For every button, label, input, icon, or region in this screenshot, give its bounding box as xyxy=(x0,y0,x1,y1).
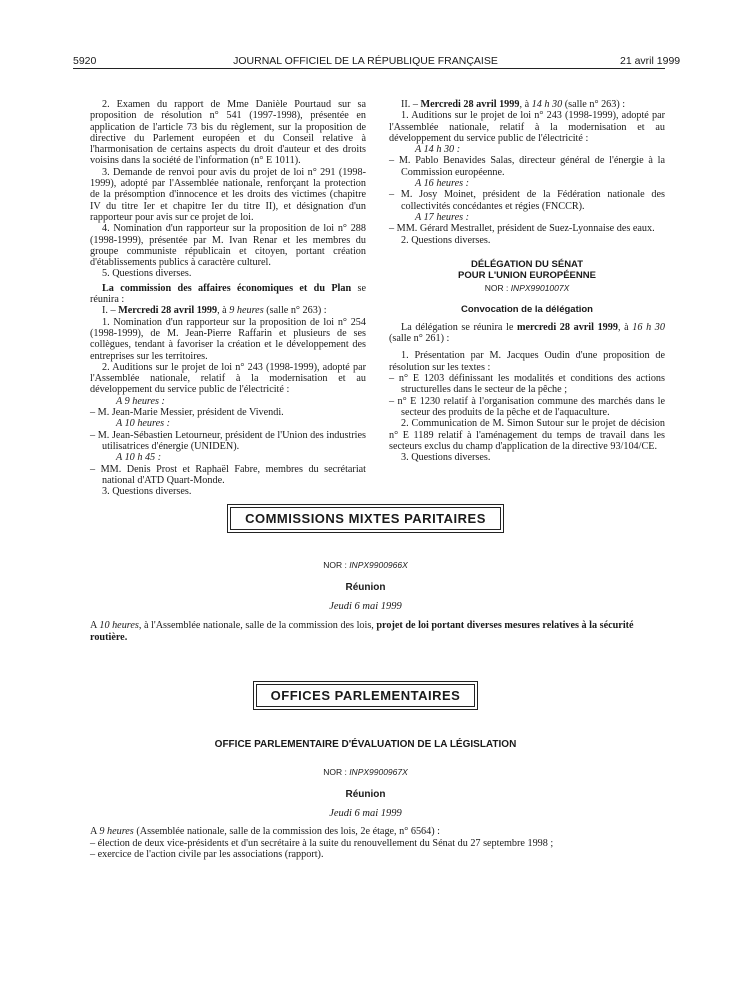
dash-item: – M. Josy Moinet, président de la Fédération nationale des collectivités concédantes et régies (FNCCR). xyxy=(389,189,665,212)
section-title: COMMISSIONS MIXTES PARITAIRES xyxy=(230,507,501,530)
text-span: A xyxy=(90,620,100,631)
text-span: A xyxy=(90,826,100,837)
nor-reference xyxy=(0,560,731,570)
hour-line: A 10 h 45 : xyxy=(116,452,162,464)
convocation-heading: Convocation de la délégation xyxy=(461,303,593,315)
paragraph: 2. Auditions sur le projet de loi n° 243 (1998-1999), adopté par l'Assemblée nationale, relatif à la modernisation et au développement du service public de l'électricité : xyxy=(90,361,366,396)
hour-line: A 9 heures : xyxy=(116,395,165,407)
nor-code: INPX9900967X xyxy=(349,767,408,777)
nor-label: NOR : xyxy=(484,282,511,293)
text-span: (Assemblée nationale, salle de la commission des lois, 2e étage, n° 6564) : xyxy=(133,826,441,837)
paragraph: 3. Demande de renvoi pour avis du projet de loi n° 291 (1998-1999), adopté par l'Assemblée nationale, renforçant la protection de la présomption d'innocence et les droits des victimes (chapitre IV du titre Ier et chapitre Ier du titre II), et désignation d'un rapporteur pour avis sur ce projet de loi. xyxy=(90,166,366,223)
paragraph: 1. Auditions sur le projet de loi n° 243 (1998-1999), adopté par l'Assemblée nationale, relatif à la modernisation et au développement du service public de l'électricité : xyxy=(389,110,665,144)
dash-item: – élection de deux vice-présidents et d'un secrétaire à la suite du renouvellement du Sénat du 27 septembre 1998 ; xyxy=(90,837,554,849)
office-title: OFFICE PARLEMENTAIRE D'ÉVALUATION DE LA LÉGISLATION xyxy=(214,739,517,750)
session-date: mercredi 28 avril 1999 xyxy=(516,321,618,333)
dash-item: – M. Pablo Benavides Salas, directeur général de l'énergie à la Commission européenne. xyxy=(389,155,665,178)
text-span: , à xyxy=(217,305,230,317)
paragraph: 5. Questions diverses. xyxy=(102,268,192,280)
dash-item: – n° E 1230 relatif à l'organisation commune des marchés dans le secteur des produits de la pêche et de l'aquaculture. xyxy=(389,395,665,418)
text-span: I. – xyxy=(102,305,119,317)
paragraph xyxy=(90,283,366,306)
section-frame xyxy=(253,681,479,710)
meeting-details xyxy=(90,620,668,643)
journal-title: JOURNAL OFFICIEL DE LA RÉPUBLIQUE FRANÇAISE xyxy=(233,55,498,67)
hour-line: A 17 heures : xyxy=(415,211,470,223)
meeting-heading: Réunion xyxy=(345,582,386,593)
paragraph: 2. Questions diverses. xyxy=(401,234,491,246)
meeting-time: 10 heures xyxy=(99,620,139,631)
paragraph: 1. Présentation par M. Jacques Oudin d'une proposition de résolution sur les textes : xyxy=(389,350,665,373)
paragraph: 2. Examen du rapport de Mme Danièle Pourtaud sur sa proposition de résolution n° 541 (1997-1998), présentée en application de l'article 73 bis du règlement, sur la proposition de directive du Parlement européen et du Conseil relative à l'harmonisation de certains aspects du droit d'auteur et des droits voisins dans la société de l'information (n° E 1011). xyxy=(90,99,366,167)
paragraph: 4. Nomination d'un rapporteur sur la proposition de loi n° 288 (1998-1999), présentée par M. Ivan Renar et les membres du groupe communiste républicain et citoyen, portant création d'établissements publics à caractère culturel. xyxy=(90,223,366,269)
meeting-time: 9 heures xyxy=(99,826,134,837)
section-box-op xyxy=(0,681,731,710)
left-column xyxy=(90,99,366,497)
session-heading xyxy=(389,99,665,110)
issue-date: 21 avril 1999 xyxy=(620,55,681,67)
nor-code: INPX9900966X xyxy=(349,560,408,570)
nor-code: INPX9901007X xyxy=(510,282,570,293)
session-time: 16 h 30 xyxy=(632,321,665,333)
commission-name: La commission des affaires économiques et du Plan xyxy=(102,282,352,294)
dash-item: – n° E 1203 définissant les modalités et conditions des actions structurelles dans le secteur de la pêche ; xyxy=(389,373,665,396)
nor-label: NOR : xyxy=(323,560,350,570)
meeting-details xyxy=(90,826,668,861)
paragraph xyxy=(90,826,668,838)
paragraph: 3. Questions diverses. xyxy=(401,452,491,464)
header-rule xyxy=(73,68,665,69)
text-span: , à l'Assemblée nationale, salle de la commission des lois, xyxy=(138,620,377,631)
section-box-cmp xyxy=(0,504,731,533)
text-span: se réunira : xyxy=(90,282,366,306)
session-time: 14 h 30 xyxy=(531,99,563,110)
dash-item: – M. Jean-Sébastien Letourneur, président de l'Union des industries utilisatrices d'énergie (UNIDEN). xyxy=(90,429,366,452)
paragraph xyxy=(90,620,668,643)
session-time: 9 heures xyxy=(229,305,264,317)
nor-reference xyxy=(389,283,665,294)
bill-title: projet de loi portant diverses mesures relatives à la sécurité routière. xyxy=(90,620,634,643)
paragraph: 3. Questions diverses. xyxy=(102,486,192,498)
hour-line: A 16 heures : xyxy=(415,178,470,190)
delegation-title: DÉLÉGATION DU SÉNAT xyxy=(470,258,584,270)
paragraph xyxy=(389,322,665,345)
hour-line: A 10 heures : xyxy=(116,418,171,430)
dash-item: – exercice de l'action civile par les associations (rapport). xyxy=(90,849,324,860)
meeting-date: Jeudi 6 mai 1999 xyxy=(329,601,402,612)
meeting-heading: Réunion xyxy=(345,789,386,800)
text-span: (salle n° 263) : xyxy=(562,99,626,110)
paragraph: 1. Nomination d'un rapporteur sur la proposition de loi n° 254 (1998-1999), de M. Jean-Pierre Raffarin et plusieurs de ses collègues, tendant à favoriser la création et le développement des entreprises sur les territoires. xyxy=(90,316,366,362)
nor-label: NOR : xyxy=(323,767,350,777)
right-column xyxy=(389,99,665,463)
dash-item: – MM. Denis Prost et Raphaël Fabre, membres du secrétariat national d'ATD Quart-Monde. xyxy=(90,463,366,486)
section-title: OFFICES PARLEMENTAIRES xyxy=(256,684,476,707)
section-frame xyxy=(227,504,504,533)
paragraph: 2. Communication de M. Simon Sutour sur le projet de décision n° E 1189 relatif à l'aménagement du temps de travail dans les secteurs exclus du champ d'application de la directive 93/104/CE. xyxy=(389,418,665,452)
text-span: La délégation se réunira le xyxy=(401,321,517,333)
page-header xyxy=(0,0,731,70)
text-span: (salle n° 263) : xyxy=(263,305,327,317)
text-span: , à xyxy=(519,99,532,110)
text-span: (salle n° 261) : xyxy=(389,333,450,345)
session-date: Mercredi 28 avril 1999 xyxy=(420,99,520,110)
meeting-date: Jeudi 6 mai 1999 xyxy=(329,808,402,819)
hour-line: A 14 h 30 : xyxy=(415,144,461,156)
text-span: , à xyxy=(617,321,633,333)
dash-item: – M. Jean-Marie Messier, président de Vivendi. xyxy=(90,407,284,419)
delegation-title: POUR L'UNION EUROPÉENNE xyxy=(458,269,596,281)
nor-reference xyxy=(0,767,731,777)
page-number: 5920 xyxy=(73,55,97,67)
dash-item: – MM. Gérard Mestrallet, président de Suez-Lyonnaise des eaux. xyxy=(389,223,655,235)
session-date: Mercredi 28 avril 1999 xyxy=(118,305,218,317)
session-heading xyxy=(90,305,366,316)
text-span: II. – xyxy=(401,99,421,110)
